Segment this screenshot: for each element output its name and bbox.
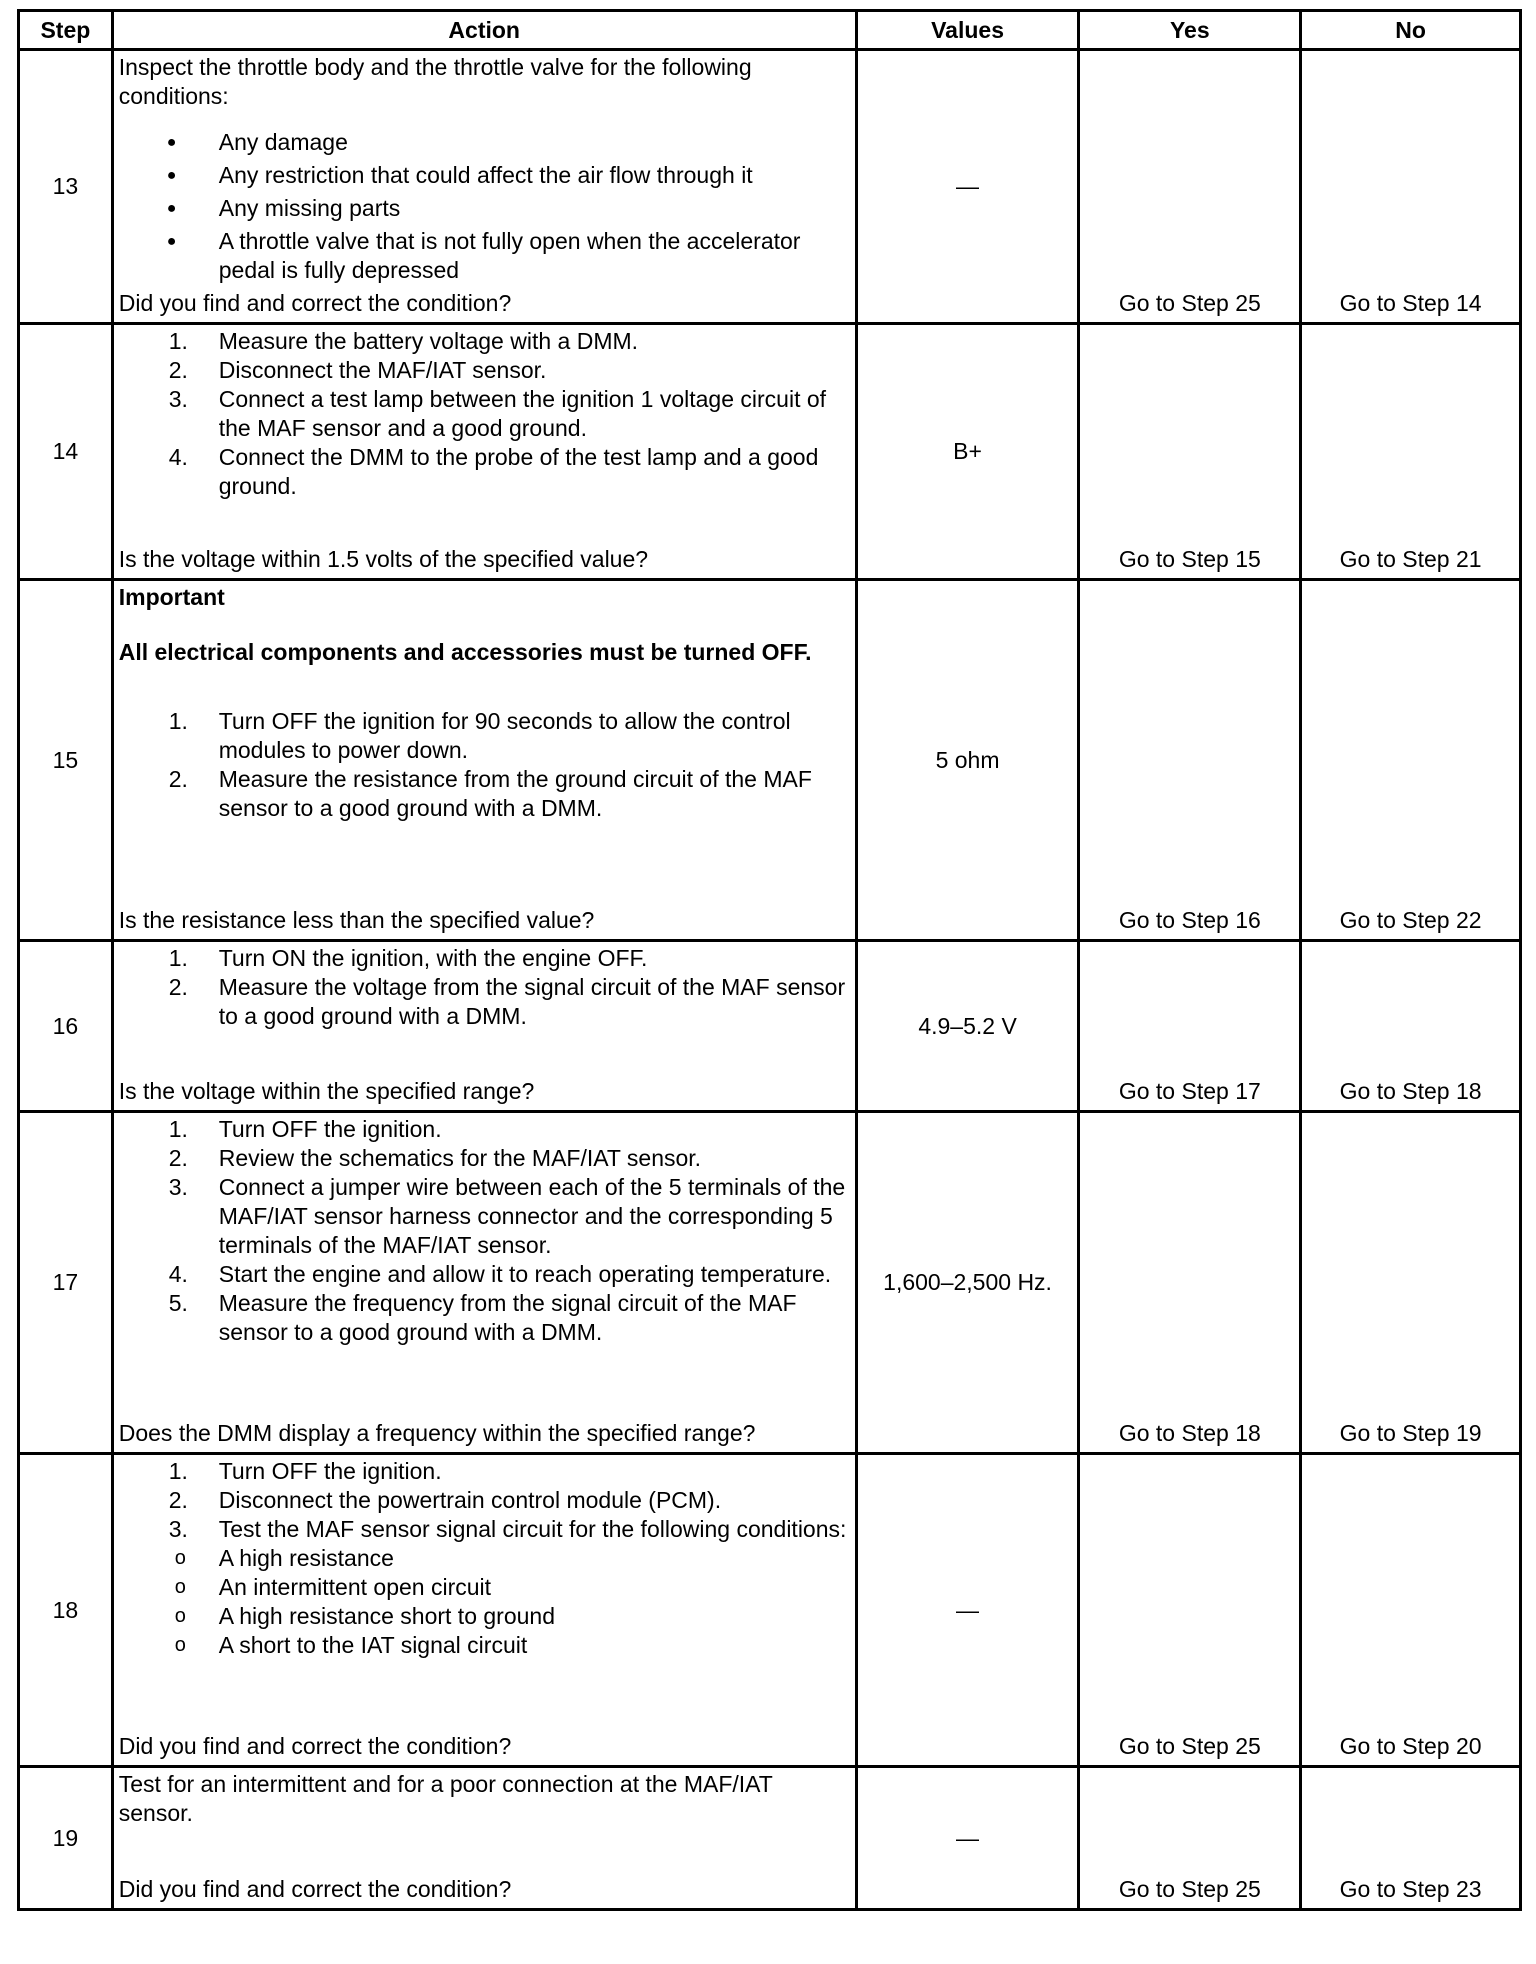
table-row	[19, 1767, 1521, 1910]
list-item: 2. Disconnect the powertrain control module (PCM).	[168, 1487, 722, 1513]
list-item: 3. Test the MAF sensor signal circuit for the following conditions: o A high resistance o An intermittent open circuit o A high resistance short to ground o A short to the IAT signal circuit	[119, 1515, 850, 1660]
action-text: Inspect the throttle body and the throttle valve for the following conditions:	[118, 54, 752, 109]
list-item: 1. Turn ON the ignition, with the engine OFF.	[168, 945, 648, 971]
list-item: 1. Turn OFF the ignition for 90 seconds to allow the control modules to power down.	[168, 708, 791, 763]
bullet-icon: ●	[166, 134, 177, 151]
action-question: Did you find and correct the condition?	[118, 1876, 512, 1902]
step-number: 15	[19, 580, 113, 941]
header-yes: Yes	[1079, 11, 1301, 50]
circle-bullet-icon: o	[174, 1634, 186, 1656]
header-step: Step	[19, 11, 113, 50]
yes-cell: Go to Step 25	[1079, 1454, 1301, 1767]
yes-cell: Go to Step 25	[1079, 1767, 1301, 1910]
sub-list	[119, 1544, 850, 1660]
value-cell: 1,600–2,500 Hz.	[856, 1112, 1079, 1454]
step-number: 18	[19, 1454, 113, 1767]
numbered-list	[119, 327, 850, 501]
list-item: o A short to the IAT signal circuit	[174, 1632, 528, 1658]
action-text: Test for an intermittent and for a poor connection at the MAF/IAT sensor.	[118, 1771, 773, 1826]
yes-cell: Go to Step 25	[1079, 50, 1301, 324]
bullet-list	[119, 124, 850, 289]
circle-bullet-icon: o	[174, 1576, 186, 1598]
value-cell: —	[856, 50, 1079, 324]
circle-bullet-icon: o	[174, 1547, 186, 1569]
important-text: All electrical components and accessories must be turned OFF.	[118, 639, 812, 665]
yes-cell: Go to Step 15	[1079, 324, 1301, 580]
numbered-list	[119, 707, 850, 823]
header-no: No	[1301, 11, 1521, 50]
value-cell: 4.9–5.2 V	[856, 941, 1079, 1112]
list-item: 2. Measure the voltage from the signal circuit of the MAF sensor to a good ground with a DMM.	[168, 974, 846, 1029]
yes-cell: Go to Step 17	[1079, 941, 1301, 1112]
no-cell: Go to Step 23	[1301, 1767, 1521, 1910]
list-item: 1. Turn OFF the ignition.	[168, 1458, 442, 1484]
action-cell	[112, 1112, 856, 1454]
list-item: 3. Connect a jumper wire between each of the 5 terminals of the MAF/IAT sensor harness connector and the corresponding 5 terminals of the MAF/IAT sensor.	[168, 1174, 846, 1258]
no-cell: Go to Step 18	[1301, 941, 1521, 1112]
diagnostic-table	[17, 9, 1522, 1911]
numbered-list	[119, 1457, 850, 1660]
no-cell: Go to Step 19	[1301, 1112, 1521, 1454]
list-item: ● Any restriction that could affect the air flow through it	[166, 162, 753, 188]
action-cell	[112, 580, 856, 941]
list-item: 1. Measure the battery voltage with a DMM.	[168, 328, 639, 354]
action-cell	[112, 1767, 856, 1910]
table-row	[19, 1112, 1521, 1454]
list-item: ● Any missing parts	[166, 195, 401, 221]
step-number: 14	[19, 324, 113, 580]
list-item: 2. Measure the resistance from the ground circuit of the MAF sensor to a good ground with a DMM.	[168, 766, 812, 821]
list-item: o A high resistance short to ground	[174, 1603, 555, 1629]
table-row	[19, 324, 1521, 580]
value-cell: 5 ohm	[856, 580, 1079, 941]
bullet-icon: ●	[166, 200, 177, 217]
action-cell	[112, 324, 856, 580]
list-item: ● A throttle valve that is not fully open when the accelerator pedal is fully depressed	[166, 228, 801, 283]
step-number: 19	[19, 1767, 113, 1910]
no-cell: Go to Step 14	[1301, 50, 1521, 324]
action-cell	[112, 941, 856, 1112]
step-number: 13	[19, 50, 113, 324]
action-question: Did you find and correct the condition?	[118, 1733, 512, 1759]
circle-bullet-icon: o	[174, 1605, 186, 1627]
header-row	[19, 11, 1521, 50]
list-item: 3. Connect a test lamp between the ignition 1 voltage circuit of the MAF sensor and a good ground.	[168, 386, 827, 441]
table-row	[19, 580, 1521, 941]
numbered-list	[119, 1115, 850, 1347]
yes-cell: Go to Step 16	[1079, 580, 1301, 941]
step-number: 17	[19, 1112, 113, 1454]
list-item: 2. Review the schematics for the MAF/IAT sensor.	[168, 1145, 702, 1171]
table-row	[19, 1454, 1521, 1767]
list-item: 1. Turn OFF the ignition.	[168, 1116, 442, 1142]
value-cell: —	[856, 1767, 1079, 1910]
table-row	[19, 941, 1521, 1112]
header-action: Action	[112, 11, 856, 50]
no-cell: Go to Step 20	[1301, 1454, 1521, 1767]
action-question: Is the resistance less than the specified value?	[118, 907, 595, 933]
no-cell: Go to Step 22	[1301, 580, 1521, 941]
action-question: Is the voltage within 1.5 volts of the specified value?	[118, 546, 649, 572]
list-item: o An intermittent open circuit	[174, 1574, 492, 1600]
list-item: 5. Measure the frequency from the signal circuit of the MAF sensor to a good ground with a DMM.	[168, 1290, 797, 1345]
bullet-icon: ●	[166, 233, 177, 250]
value-cell: —	[856, 1454, 1079, 1767]
action-cell	[112, 50, 856, 324]
yes-cell: Go to Step 18	[1079, 1112, 1301, 1454]
no-cell: Go to Step 21	[1301, 324, 1521, 580]
numbered-list	[119, 944, 850, 1031]
important-label: Important	[118, 584, 225, 610]
step-number: 16	[19, 941, 113, 1112]
bullet-icon: ●	[166, 167, 177, 184]
list-item: 2. Disconnect the MAF/IAT sensor.	[168, 357, 547, 383]
value-cell: B+	[856, 324, 1079, 580]
action-question: Does the DMM display a frequency within the specified range?	[118, 1420, 756, 1446]
table-row	[19, 50, 1521, 324]
action-cell	[112, 1454, 856, 1767]
list-item: 4. Start the engine and allow it to reach operating temperature.	[168, 1261, 832, 1287]
header-values: Values	[856, 11, 1079, 50]
list-item: o A high resistance	[174, 1545, 394, 1571]
action-question: Did you find and correct the condition?	[118, 290, 512, 316]
action-question: Is the voltage within the specified range?	[118, 1078, 535, 1104]
list-item: 4. Connect the DMM to the probe of the test lamp and a good ground.	[168, 444, 819, 499]
list-item: ● Any damage	[166, 129, 348, 155]
